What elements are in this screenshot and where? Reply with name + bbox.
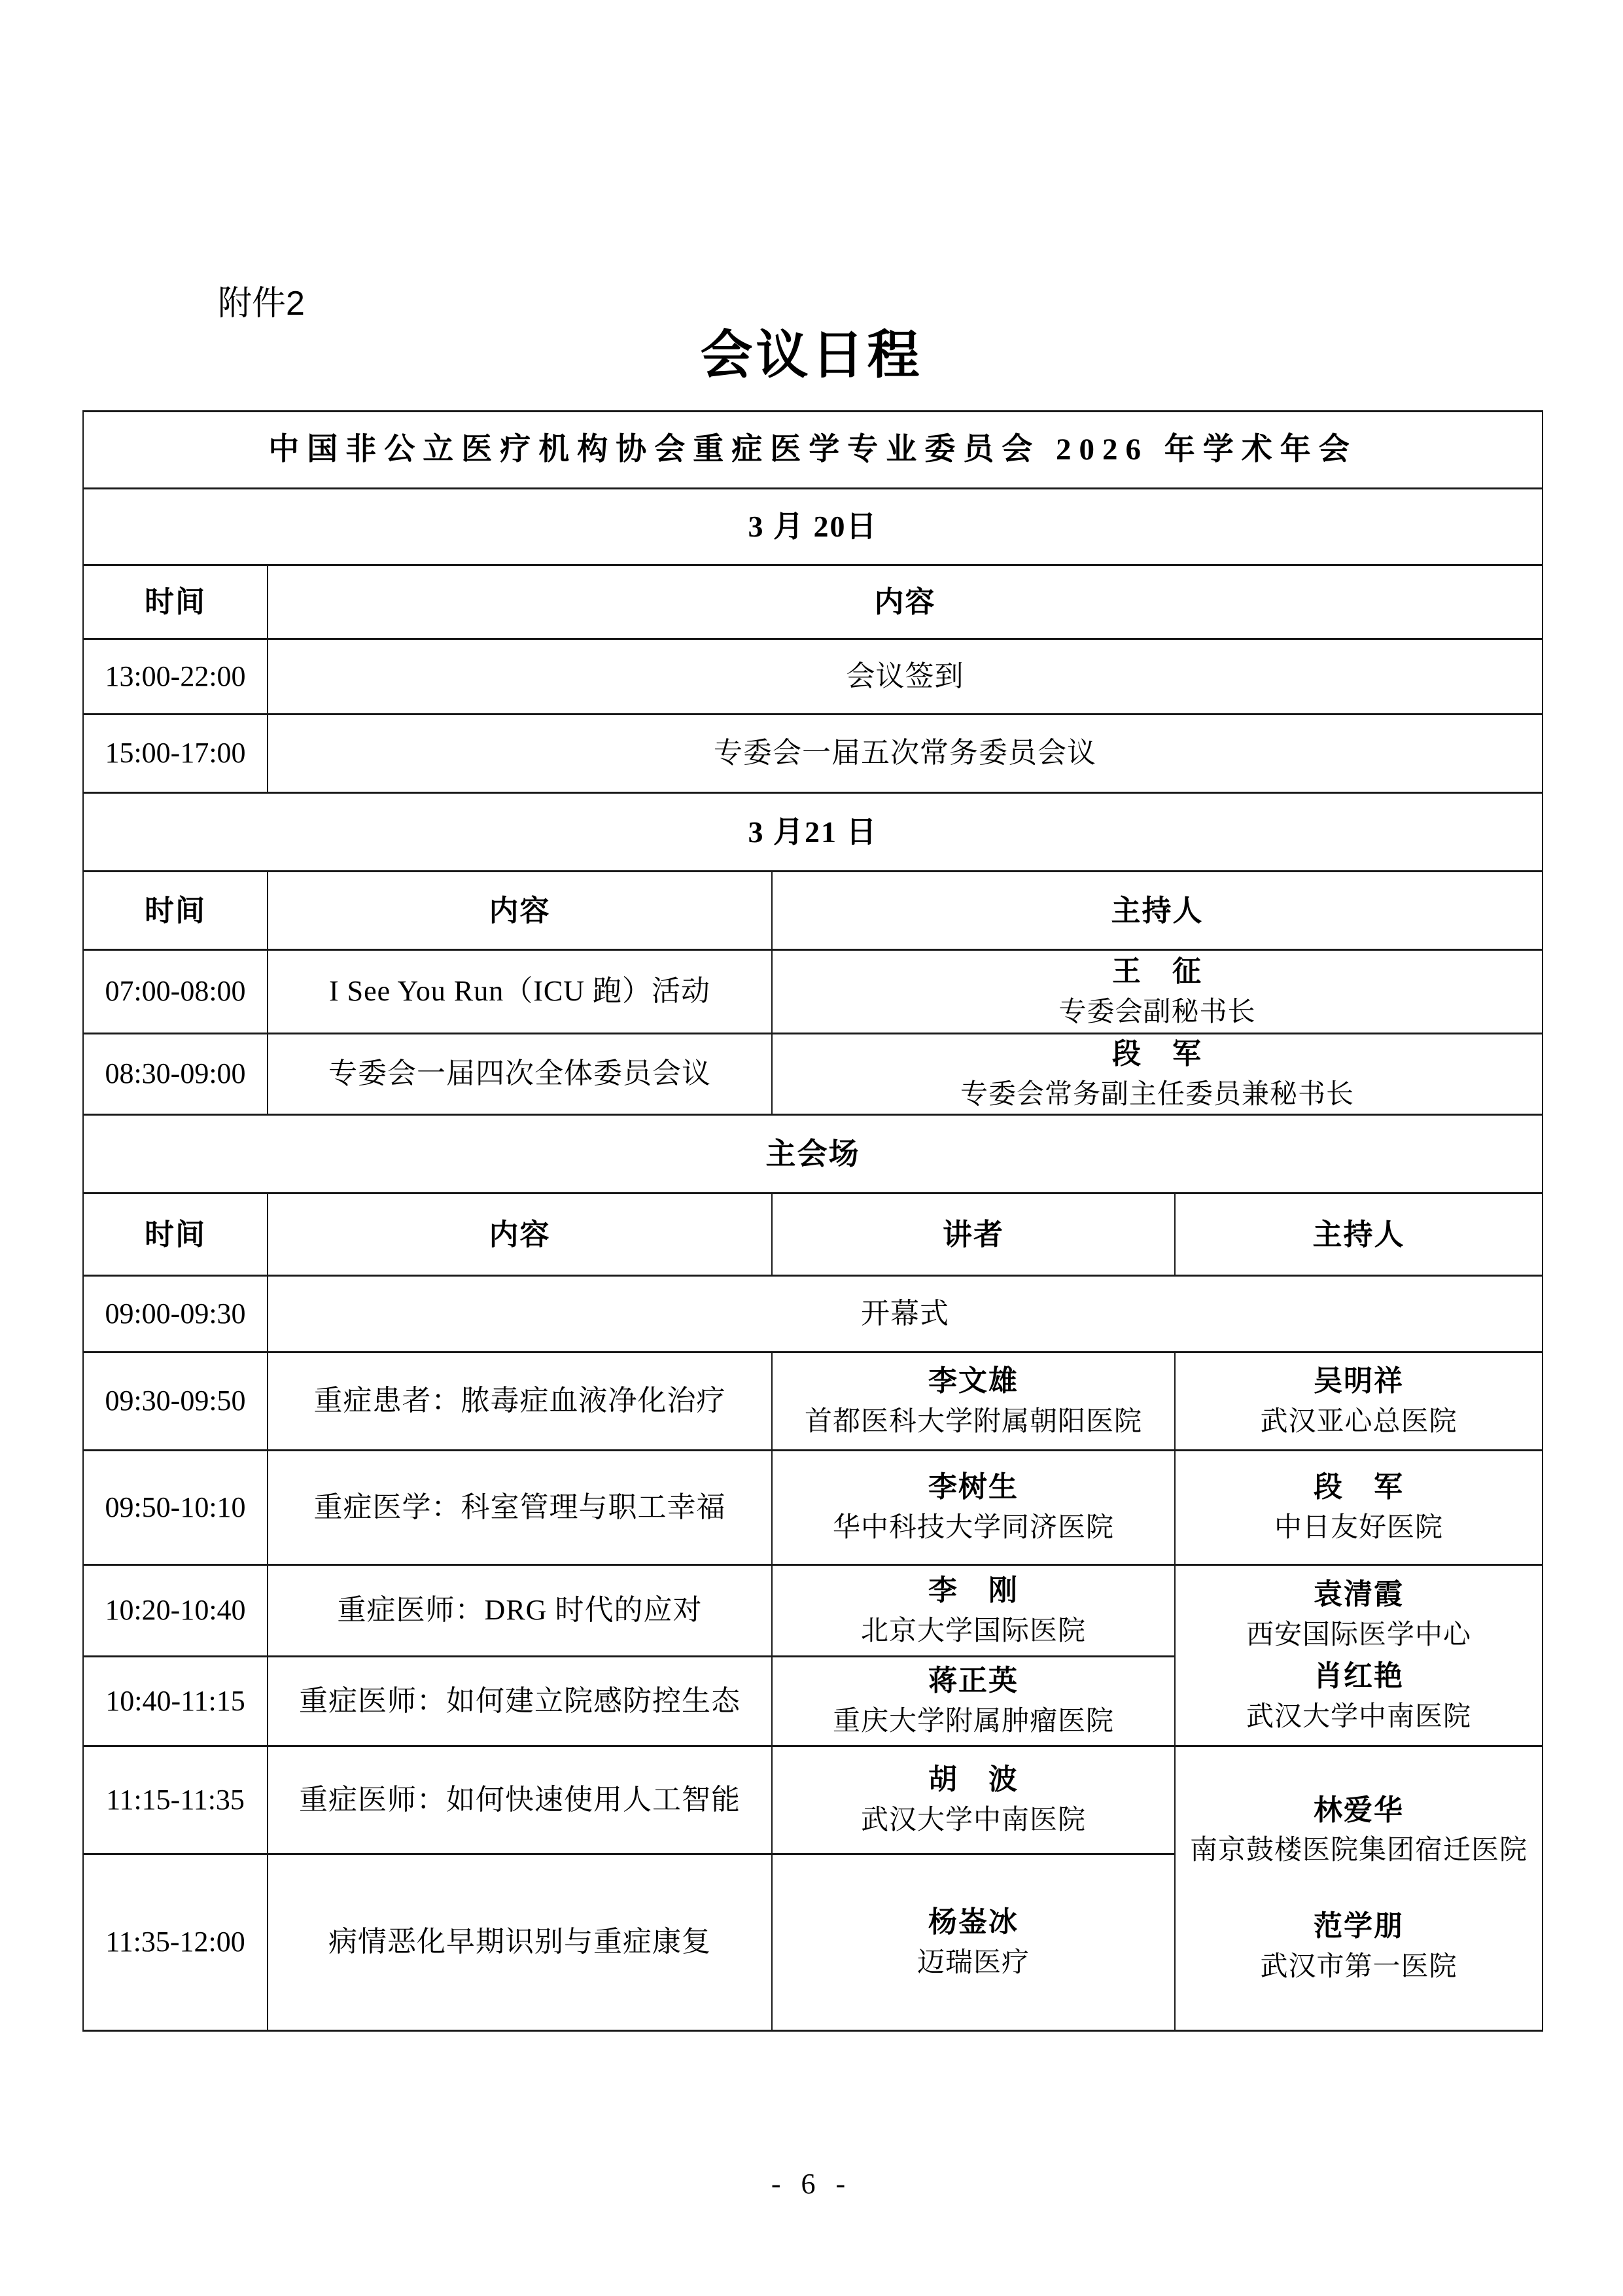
time-cell: 11:15-11:35 <box>83 1746 268 1854</box>
page-number: - 6 - <box>771 2168 852 2200</box>
table-row <box>83 565 1543 639</box>
person-org: 首都医科大学附属朝阳医院 <box>804 1406 1142 1437</box>
person-org: 西安国际医学中心 <box>1246 1619 1471 1650</box>
person-name: 王 征 <box>1112 955 1202 987</box>
day1-date-cell: 3 月 20日 <box>83 489 1543 565</box>
host-cell <box>772 950 1543 1034</box>
person-name: 李文雄 <box>928 1364 1019 1397</box>
time-cell: 09:50-10:10 <box>83 1451 268 1565</box>
person-org: 武汉大学中南医院 <box>860 1805 1086 1836</box>
person-org: 重庆大学附属肿瘤医院 <box>832 1706 1114 1737</box>
day2-col-host: 主持人 <box>772 872 1543 950</box>
content-cell: 开幕式 <box>268 1276 1543 1352</box>
time-cell: 07:00-08:00 <box>83 950 268 1034</box>
person-name: 胡 波 <box>928 1763 1019 1796</box>
speaker-cell <box>772 1352 1175 1451</box>
table-row <box>83 1193 1543 1276</box>
person-name: 段 军 <box>1314 1471 1404 1504</box>
main-venue-cell: 主会场 <box>83 1115 1543 1193</box>
host-block <box>1176 1909 1542 1983</box>
speaker-cell <box>772 1565 1175 1657</box>
time-cell: 11:35-12:00 <box>83 1854 268 2031</box>
venue-col-host: 主持人 <box>1175 1193 1543 1276</box>
person-org: 中日友好医院 <box>1274 1513 1443 1544</box>
conference-title-cell: 中国非公立医疗机构协会重症医学专业委员会 2026 年学术年会 <box>83 412 1543 489</box>
person-name: 李树生 <box>928 1471 1019 1504</box>
speaker-cell <box>772 1854 1175 2031</box>
host-cell-merged <box>1175 1746 1543 2031</box>
content-cell: 病情恶化早期识别与重症康复 <box>268 1854 772 2031</box>
host-block <box>1176 1659 1542 1733</box>
content-cell: 重症医师：DRG 时代的应对 <box>268 1565 772 1657</box>
person-org: 迈瑞医疗 <box>916 1947 1030 1978</box>
venue-col-content: 内容 <box>268 1193 772 1276</box>
host-cell <box>772 1034 1543 1115</box>
person-org: 武汉市第一医院 <box>1260 1952 1457 1983</box>
host-block <box>1176 1793 1542 1867</box>
content-cell: 重症患者：脓毒症血液净化治疗 <box>268 1352 772 1451</box>
person-name: 林爱华 <box>1314 1793 1404 1826</box>
host-cell-merged <box>1175 1565 1543 1746</box>
person-name: 吴明祥 <box>1314 1364 1404 1397</box>
host-cell <box>1175 1451 1543 1565</box>
table-row <box>83 1276 1543 1352</box>
speaker-cell <box>772 1746 1175 1854</box>
host-cell <box>1175 1352 1543 1451</box>
content-cell: 重症医学：科室管理与职工幸福 <box>268 1451 772 1565</box>
content-cell: 专委会一届四次全体委员会议 <box>268 1034 772 1115</box>
table-row <box>83 489 1543 565</box>
time-cell: 15:00-17:00 <box>83 715 268 793</box>
person-org: 武汉大学中南医院 <box>1246 1701 1471 1732</box>
attachment-label: 附件2 <box>218 285 305 323</box>
table-row <box>83 1352 1543 1451</box>
schedule-table <box>82 410 1543 2032</box>
person-org: 南京鼓楼医院集团宿迁医院 <box>1189 1835 1527 1866</box>
day2-col-time: 时间 <box>83 872 268 950</box>
table-row <box>83 793 1543 872</box>
day1-col-content: 内容 <box>268 565 1543 639</box>
venue-col-speaker: 讲者 <box>772 1193 1175 1276</box>
merged-host-blocks <box>1176 1570 1542 1741</box>
time-cell: 10:40-11:15 <box>83 1657 268 1746</box>
table-row <box>83 1565 1543 1657</box>
speaker-cell <box>772 1657 1175 1746</box>
table-row <box>83 950 1543 1034</box>
content-cell: 会议签到 <box>268 639 1543 715</box>
time-cell: 09:00-09:30 <box>83 1276 268 1352</box>
day1-col-time: 时间 <box>83 565 268 639</box>
person-org: 专委会常务副主任委员兼秘书长 <box>960 1079 1354 1110</box>
content-cell: 专委会一届五次常务委员会议 <box>268 715 1543 793</box>
time-cell: 10:20-10:40 <box>83 1565 268 1657</box>
person-name: 段 军 <box>1112 1037 1202 1070</box>
person-org: 武汉亚心总医院 <box>1260 1406 1457 1437</box>
page-title: 会议日程 <box>700 327 923 385</box>
time-cell: 08:30-09:00 <box>83 1034 268 1115</box>
person-org: 专委会副秘书长 <box>1058 997 1256 1027</box>
person-name: 蒋正英 <box>928 1665 1019 1697</box>
host-block <box>1176 1578 1542 1651</box>
content-cell: 重症医师：如何快速使用人工智能 <box>268 1746 772 1854</box>
table-row <box>83 1746 1543 1854</box>
content-cell: I See You Run（ICU 跑）活动 <box>268 950 772 1034</box>
table-row <box>83 412 1543 489</box>
day2-date-cell: 3 月21 日 <box>83 793 1543 872</box>
time-cell: 09:30-09:50 <box>83 1352 268 1451</box>
table-row <box>83 1115 1543 1193</box>
person-name: 李 刚 <box>928 1574 1019 1606</box>
person-name: 肖红艳 <box>1314 1659 1404 1692</box>
table-row <box>83 639 1543 715</box>
person-name: 杨崟冰 <box>928 1905 1019 1938</box>
table-row <box>83 1034 1543 1115</box>
person-name: 袁清霞 <box>1314 1578 1404 1610</box>
time-cell: 13:00-22:00 <box>83 639 268 715</box>
speaker-cell <box>772 1451 1175 1565</box>
table-row <box>83 715 1543 793</box>
venue-col-time: 时间 <box>83 1193 268 1276</box>
day2-col-content: 内容 <box>268 872 772 950</box>
person-org: 华中科技大学同济医院 <box>832 1513 1114 1544</box>
merged-host-blocks <box>1176 1751 1542 2026</box>
table-row <box>83 1451 1543 1565</box>
person-name: 范学朋 <box>1314 1910 1404 1943</box>
person-org: 北京大学国际医院 <box>860 1616 1086 1646</box>
content-cell: 重症医师：如何建立院感防控生态 <box>268 1657 772 1746</box>
table-row <box>83 872 1543 950</box>
